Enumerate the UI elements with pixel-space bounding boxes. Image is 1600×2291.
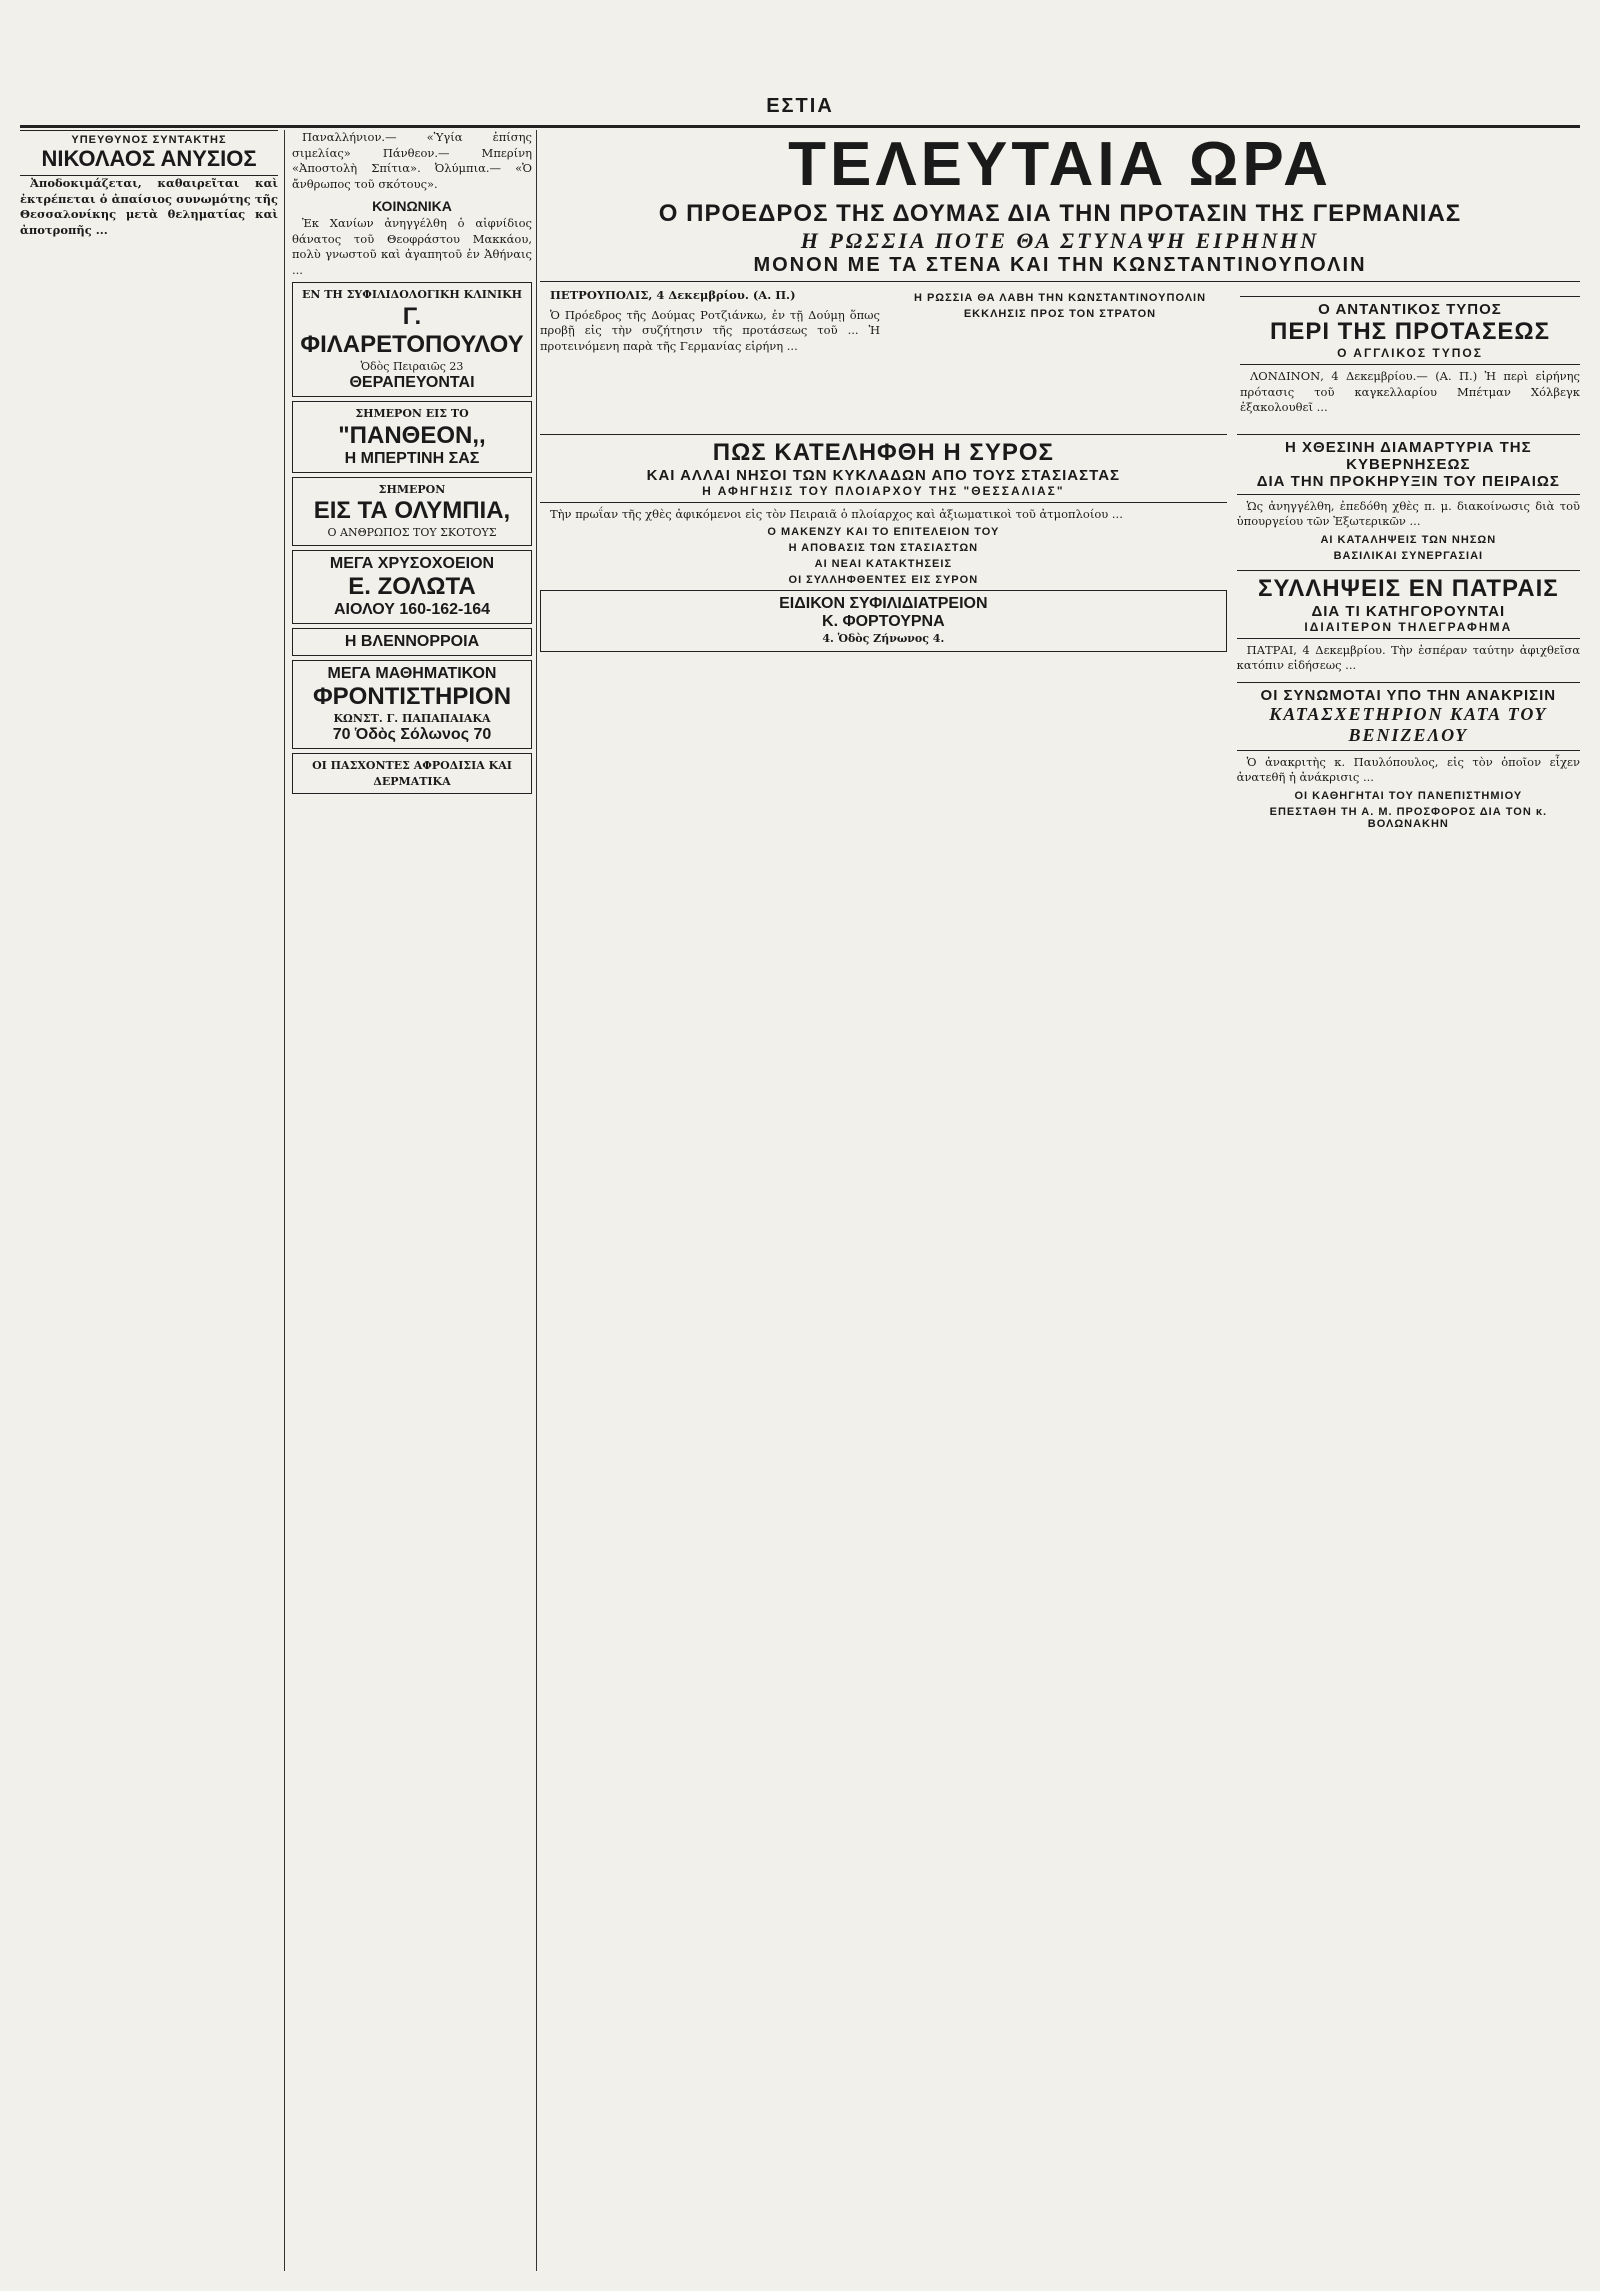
pharmacy-ad-head: ΟΙ ΠΑΣΧΟΝΤΕΣ ΑΦΡΟΔΙΣΙΑ ΚΑΙ ΔΕΡΜΑΤΙΚΑ [312,759,512,788]
editor-label: ΥΠΕΥΘΥΝΟΣ ΣΥΝΤΑΚΤΗΣ [71,134,227,146]
russia-heading: Η ΡΩΣΣΙΑ ΘΑ ΛΑΒΗ ΤΗΝ ΚΩΝΣΤΑΝΤΙΝΟΥΠΟΛΙΝ [913,292,1207,304]
cure-ad [292,628,532,656]
main-subtitle-1: Ο ΠΡΟΕΔΡΟΣ ΤΗΣ ΔΟΥΜΑΣ ΔΙΑ ΤΗΝ ΠΡΟΤΑΣΙΝ ΤΗΣ ΓΕΡΜΑΝΙΑΣ [658,200,1462,227]
syros-text: Τὴν πρωΐαν τῆς χθὲς ἀφικόμενοι εἰς τὸν Πειραιᾶ ὁ πλοίαρχος καὶ ἀξιωματικοὶ τοῦ ἀτμοπλοίου ... [550,506,1123,521]
math-ad-addr: 70 Ὁδὸς Σόλωνος 70 [332,726,492,743]
olympia-title: ΕΙΣ ΤΑ ΟΛΥΜΠΙΑ, [313,497,511,524]
conspirators-heading: ΟΙ ΣΥΝΩΜΟΤΑΙ ΥΠΟ ΤΗΝ ΑΝΑΚΡΙΣΙΝ [1260,686,1557,704]
antantikos-column [1240,288,1580,420]
olympia-film: Ο ΑΝΘΡΩΠΟΣ ΤΟΥ ΣΚΟΤΟΥΣ [327,526,497,539]
olympia-today: ΣΗΜΕΡΟΝ [378,482,446,496]
syphilis-clinic-title: ΕΙΔΙΚΟΝ ΣΥΦΙΛΙΔΙΑΤΡΕΙΟΝ [779,595,988,612]
antantikos-sub: ΠΕΡΙ ΤΗΣ ΠΡΟΤΑΣΕΩΣ [1269,318,1551,345]
protest-text: Ὡς ἀνηγγέλθη, ἐπεδόθη χθὲς π. μ. διακοίνωσις διὰ τοῦ ὑπουργείου τῶν Ἐξωτερικῶν ... [1236,498,1580,528]
syros-box [540,434,1227,503]
syphilis-clinic-addr: 4. Ὁδὸς Ζήνωνος 4. [822,632,945,645]
olympia-ad [292,477,532,546]
pantheon-ad [292,401,532,473]
pharmacy-ad [292,753,532,794]
cure-ad-head: Η ΒΛΕΝΝΟΡΡΟΙΑ [344,632,480,650]
editor-box [20,130,278,176]
pantheon-film: Η ΜΠΕΡΤΙΝΗ ΣΑΣ [344,449,480,467]
col2-top-text: Παναλλήνιον.— «Ὑγία ἐπίσης σιμελίας» Πάνθεον.— Μπερίνη «Ἀποστολὴ Σπίτια». Ὀλύμπια.— «Ὁ ἄνθρωπος τοῦ σκότους». [292,130,532,191]
col1-text: Ἀποδοκιμάζεται, καθαιρεῖται καὶ ἐκτρέπεται ὁ ἀπαίσιος συνωμότης τῆς Θεσσαλονίκης μετὰ θεληματίας καὶ ἀποτροπῆς ... [20,176,278,237]
right-block [1237,426,1580,832]
koinonika-heading: ΚΟΙΝΩΝΙΚΑ [372,198,452,214]
patrai-heading: ΣΥΛΛΗΨΕΙΣ ΕΝ ΠΑΤΡΑΙΣ [1257,574,1559,602]
patrai-box [1237,570,1580,639]
protest-box [1237,434,1580,495]
jeweller-ad [292,550,532,624]
syros-block [540,426,1227,832]
jeweller-head: ΜΕΓΑ ΧΡΥΣΟΧΟΕΙΟΝ [329,554,495,572]
syros-heading: ΠΩΣ ΚΑΤΕΛΗΦΘΗ Η ΣΥΡΟΣ [712,438,1054,466]
apovasis-heading: Η ΑΠΟΒΑΣΙΣ ΤΩΝ ΣΤΑΣΙΑΣΤΩΝ [788,542,979,554]
ekklisis-heading: ΕΚΚΛΗΣΙΣ ΠΡΟΣ ΤΟΝ ΣΤΡΑΤΟΝ [963,308,1157,320]
protest-heading: Η ΧΘΕΣΙΝΗ ΔΙΑΜΑΡΤΥΡΙΑ ΤΗΣ ΚΥΒΕΡΝΗΣΕΩΣ [1285,438,1532,473]
middle-columns [540,426,1580,832]
syros-sub2: Η ΑΦΗΓΗΣΙΣ ΤΟΥ ΠΛΟΙΑΡΧΟΥ ΤΗΣ "ΘΕΣΣΑΛΙΑΣ" [702,483,1065,498]
lead-text: Ὁ Πρόεδρος τῆς Δούμας Ροτζιάνκω, ἐν τῇ Δούμῃ ὅπως προβῇ εἰς τὴν συζήτησιν τῆς προτάσεως τοῦ ... Ἡ προτεινόμενη παρὰ τῆς Γερμανίας εἰρήνη ... [540,307,880,353]
antantikos-heading: Ο ΑΝΤΑΝΤΙΚΟΣ ΤΥΠΟΣ [1318,301,1502,318]
clinic-ad [292,282,532,397]
russia-column [890,288,1230,420]
kathigitai-heading: ΟΙ ΚΑΘΗΓΗΤΑΙ ΤΟΥ ΠΑΝΕΠΙΣΤΗΜΙΟΥ [1294,789,1523,802]
protest-sub: ΔΙΑ ΤΗΝ ΠΡΟΚΗΡΥΞΙΝ ΤΟΥ ΠΕΙΡΑΙΩΣ [1256,472,1560,490]
clinic-ad-head: ΕΝ ΤΗ ΣΥΦΙΛΙΔΟΛΟΓΙΚΗ ΚΛΙΝΙΚΗ [301,288,523,301]
math-ad-name: ΦΡΟΝΤΙΣΤΗΡΙΟΝ [312,682,512,710]
masthead [0,0,1600,130]
pantheon-title: "ΠΑΝΘΕΟΝ,, [338,421,486,449]
kataliseis-heading: ΑΙ ΚΑΤΑΛΗΨΕΙΣ ΤΩΝ ΝΗΣΩΝ [1320,533,1497,546]
clinic-ad-addr: Ὁδὸς Πειραιῶς 23 [360,359,464,373]
syphilis-clinic-ad [540,590,1227,652]
clinic-ad-cure: ΘΕΡΑΠΕΥΟΝΤΑΙ [349,374,475,391]
syphilis-clinic-doctor: Κ. ΦΟΡΤΟΥΡΝΑ [822,613,945,630]
main-banner [540,130,1580,282]
vasilikai-heading: ΒΑΣΙΛΙΚΑΙ ΣΥΝΕΡΓΑΣΙΑΙ [1333,549,1484,562]
top-columns [540,288,1580,420]
main-section [540,130,1580,2271]
syros-sub: ΚΑΙ ΑΛΛΑΙ ΝΗΣΟΙ ΤΩΝ ΚΥΚΛΑΔΩΝ ΑΠΟ ΤΟΥΣ ΣΤΑΣΙΑΣΤΑΣ [646,466,1121,484]
riot-heading: ΕΠΕΣΤΑΘΗ ΤΗ Α. Μ. ΠΡΟΣΦΟΡΟΣ ΔΙΑ ΤΟΝ κ. ΒΟΛΩΝΑΚΗΝ [1269,805,1548,830]
jeweller-addr: ΑΙΟΛΟΥ 160-162-164 [333,600,491,618]
mackenzie-heading: Ο ΜΑΚΕΝΖΥ ΚΑΙ ΤΟ ΕΠΙΤΕΛΕΙΟΝ ΤΟΥ [767,526,1000,538]
editor-name: ΝΙΚΟΛΑΟΣ ΑΝΥΣΙΟΣ [41,146,257,171]
antantikos-text: ΛΟΝΔΙΝΟΝ, 4 Δεκεμβρίου.— (Α. Π.) Ἡ περὶ εἰρήνης πρότασις τοῦ καγκελλαρίου Μπέτμαν Χόλβεγκ ἐξακολουθεῖ ... [1240,369,1580,414]
conspirators-box [1237,682,1580,751]
patrai-sub2: ΙΔΙΑΙΤΕΡΟΝ ΤΗΛΕΓΡΑΦΗΜΑ [1304,619,1513,634]
antantikos-box [1240,296,1580,365]
patrai-sub: ΔΙΑ ΤΙ ΚΑΤΗΓΟΡΟΥΝΤΑΙ [1311,602,1506,620]
masthead-strip: ΕΣΤΙΑ [766,95,834,117]
pantheon-today: ΣΗΜΕΡΟΝ ΕΙΣ ΤΟ [355,407,469,420]
column-2 [292,130,532,2271]
nees-heading: ΑΙ ΝΕΑΙ ΚΑΤΑΚΤΗΣΕΙΣ [814,558,953,570]
math-ad-sub: ΚΩΝΣΤ. Γ. ΠΑΠΑΠΑΙΑΚΑ [333,711,491,725]
math-ad [292,660,532,750]
lead-column [540,288,880,420]
column-1 [20,130,278,2271]
patrai-text: ΠΑΤΡΑΙ, 4 Δεκεμβρίου. Τὴν ἑσπέραν ταύτην ἀφιχθεῖσα κατόπιν εἰδήσεως ... [1236,642,1580,672]
antantikos-sub2: Ο ΑΓΓΛΙΚΟΣ ΤΥΠΟΣ [1337,346,1483,360]
conspirators-sub: ΚΑΤΑΣΧΕΤΗΡΙΟΝ ΚΑΤΑ ΤΟΥ ΒΕΝΙΖΕΛΟΥ [1269,703,1548,745]
math-ad-head: ΜΕΓΑ ΜΑΘΗΜΑΤΙΚΟΝ [327,664,497,682]
syllifthentes-heading: ΟΙ ΣΥΛΛΗΦΘΕΝΤΕΣ ΕΙΣ ΣΥΡΟΝ [788,574,979,586]
koinonika-text: Ἐκ Χανίων ἀνηγγέλθη ὁ αἰφνίδιος θάνατος τοῦ Θεοφράστου Μακκάου, πολὺ γνωστοῦ καὶ ἀγαπητοῦ ἐν Ἀθήναις ... [292,216,532,277]
jeweller-name: Ε. ΖΟΛΩΤΑ [348,572,476,600]
conspirators-text: Ὁ ἀνακριτὴς κ. Παυλόπουλος, εἰς τὸν ὁποῖον εἶχεν ἀνατεθῆ ἡ ἀνάκρισις ... [1236,754,1580,784]
clinic-ad-name: Γ. ΦΙΛΑΡΕΤΟΠΟΥΛΟΥ [300,302,524,358]
main-subtitle-2: Η ΡΩΣΣΙΑ ΠΟΤΕ ΘΑ ΣΤΥΝΑΨΗ ΕΙΡΗΝΗΝ [800,228,1320,253]
main-subtitle-3: ΜΟΝΟΝ ΜΕ ΤΑ ΣΤΕΝΑ ΚΑΙ ΤΗΝ ΚΩΝΣΤΑΝΤΙΝΟΥΠΟΛΙΝ [753,254,1367,276]
lead-dateline: ΠΕΤΡΟΥΠΟΛΙΣ, 4 Δεκεμβρίου. (Α. Π.) [550,288,796,302]
main-title: ΤΕΛΕΥΤΑΙΑ ΩΡΑ [788,130,1332,199]
